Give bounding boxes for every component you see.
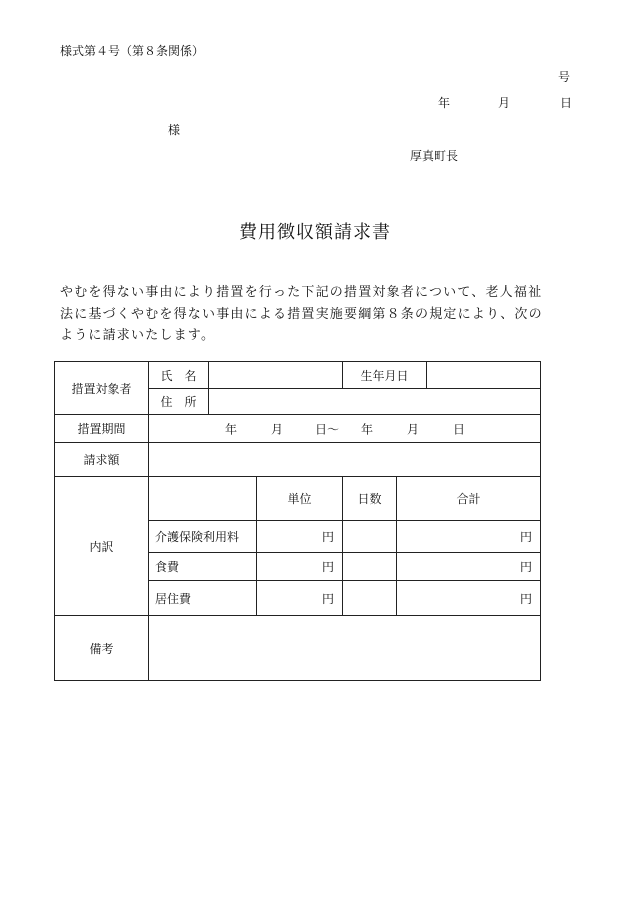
document-number-suffix: 号 <box>558 70 571 84</box>
date-year: 年 <box>438 96 451 110</box>
days-cell[interactable] <box>343 553 397 581</box>
period-field[interactable] <box>149 415 541 443</box>
remarks-field[interactable] <box>149 616 541 681</box>
amount-label: 請求額 <box>55 443 149 477</box>
address-label: 住 所 <box>149 389 209 415</box>
address-field[interactable] <box>209 389 541 415</box>
period-end-day: 日 <box>453 422 466 436</box>
amount-field[interactable] <box>149 443 541 477</box>
addressee-suffix: 様 <box>168 123 181 137</box>
birthdate-field[interactable] <box>427 362 541 389</box>
name-field[interactable] <box>209 362 343 389</box>
days-cell[interactable] <box>343 521 397 553</box>
days-cell[interactable] <box>343 581 397 616</box>
period-start-month: 月 <box>271 422 284 436</box>
claim-table <box>54 361 541 681</box>
total-column-header: 合計 <box>397 477 541 521</box>
unit-cell[interactable]: 円 <box>257 553 343 581</box>
period-start-day: 日～ <box>315 422 340 436</box>
form-number: 様式第４号（第８条関係） <box>60 44 205 58</box>
birthdate-label: 生年月日 <box>343 362 427 389</box>
unit-cell[interactable]: 円 <box>257 581 343 616</box>
breakdown-label: 内訳 <box>55 477 149 616</box>
body-line-3: ように請求いたします。 <box>60 328 216 343</box>
date-month: 月 <box>498 96 511 110</box>
body-paragraph <box>60 282 575 347</box>
breakdown-header-blank <box>149 477 257 521</box>
item-label: 食費 <box>149 553 257 581</box>
document-title: 費用徴収額請求書 <box>239 222 391 243</box>
total-cell[interactable]: 円 <box>397 581 541 616</box>
days-column-header: 日数 <box>343 477 397 521</box>
date-day: 日 <box>560 96 573 110</box>
issuer-name: 厚真町長 <box>410 149 459 163</box>
period-start-year: 年 <box>225 422 238 436</box>
total-cell[interactable]: 円 <box>397 521 541 553</box>
unit-column-header: 単位 <box>257 477 343 521</box>
remarks-label: 備考 <box>55 616 149 681</box>
period-end-year: 年 <box>361 422 374 436</box>
name-label: 氏 名 <box>149 362 209 389</box>
total-cell[interactable]: 円 <box>397 553 541 581</box>
body-line-2: 法に基づくやむを得ない事由による措置実施要綱第８条の規定により、次の <box>60 306 543 322</box>
item-label: 居住費 <box>149 581 257 616</box>
period-label: 措置期間 <box>55 415 149 443</box>
unit-cell[interactable]: 円 <box>257 521 343 553</box>
item-label: 介護保険利用料 <box>149 521 257 553</box>
period-end-month: 月 <box>407 422 420 436</box>
subject-label: 措置対象者 <box>55 362 149 415</box>
body-line-1: やむを得ない事由により措置を行った下記の措置対象者について、老人福祉 <box>60 285 543 300</box>
